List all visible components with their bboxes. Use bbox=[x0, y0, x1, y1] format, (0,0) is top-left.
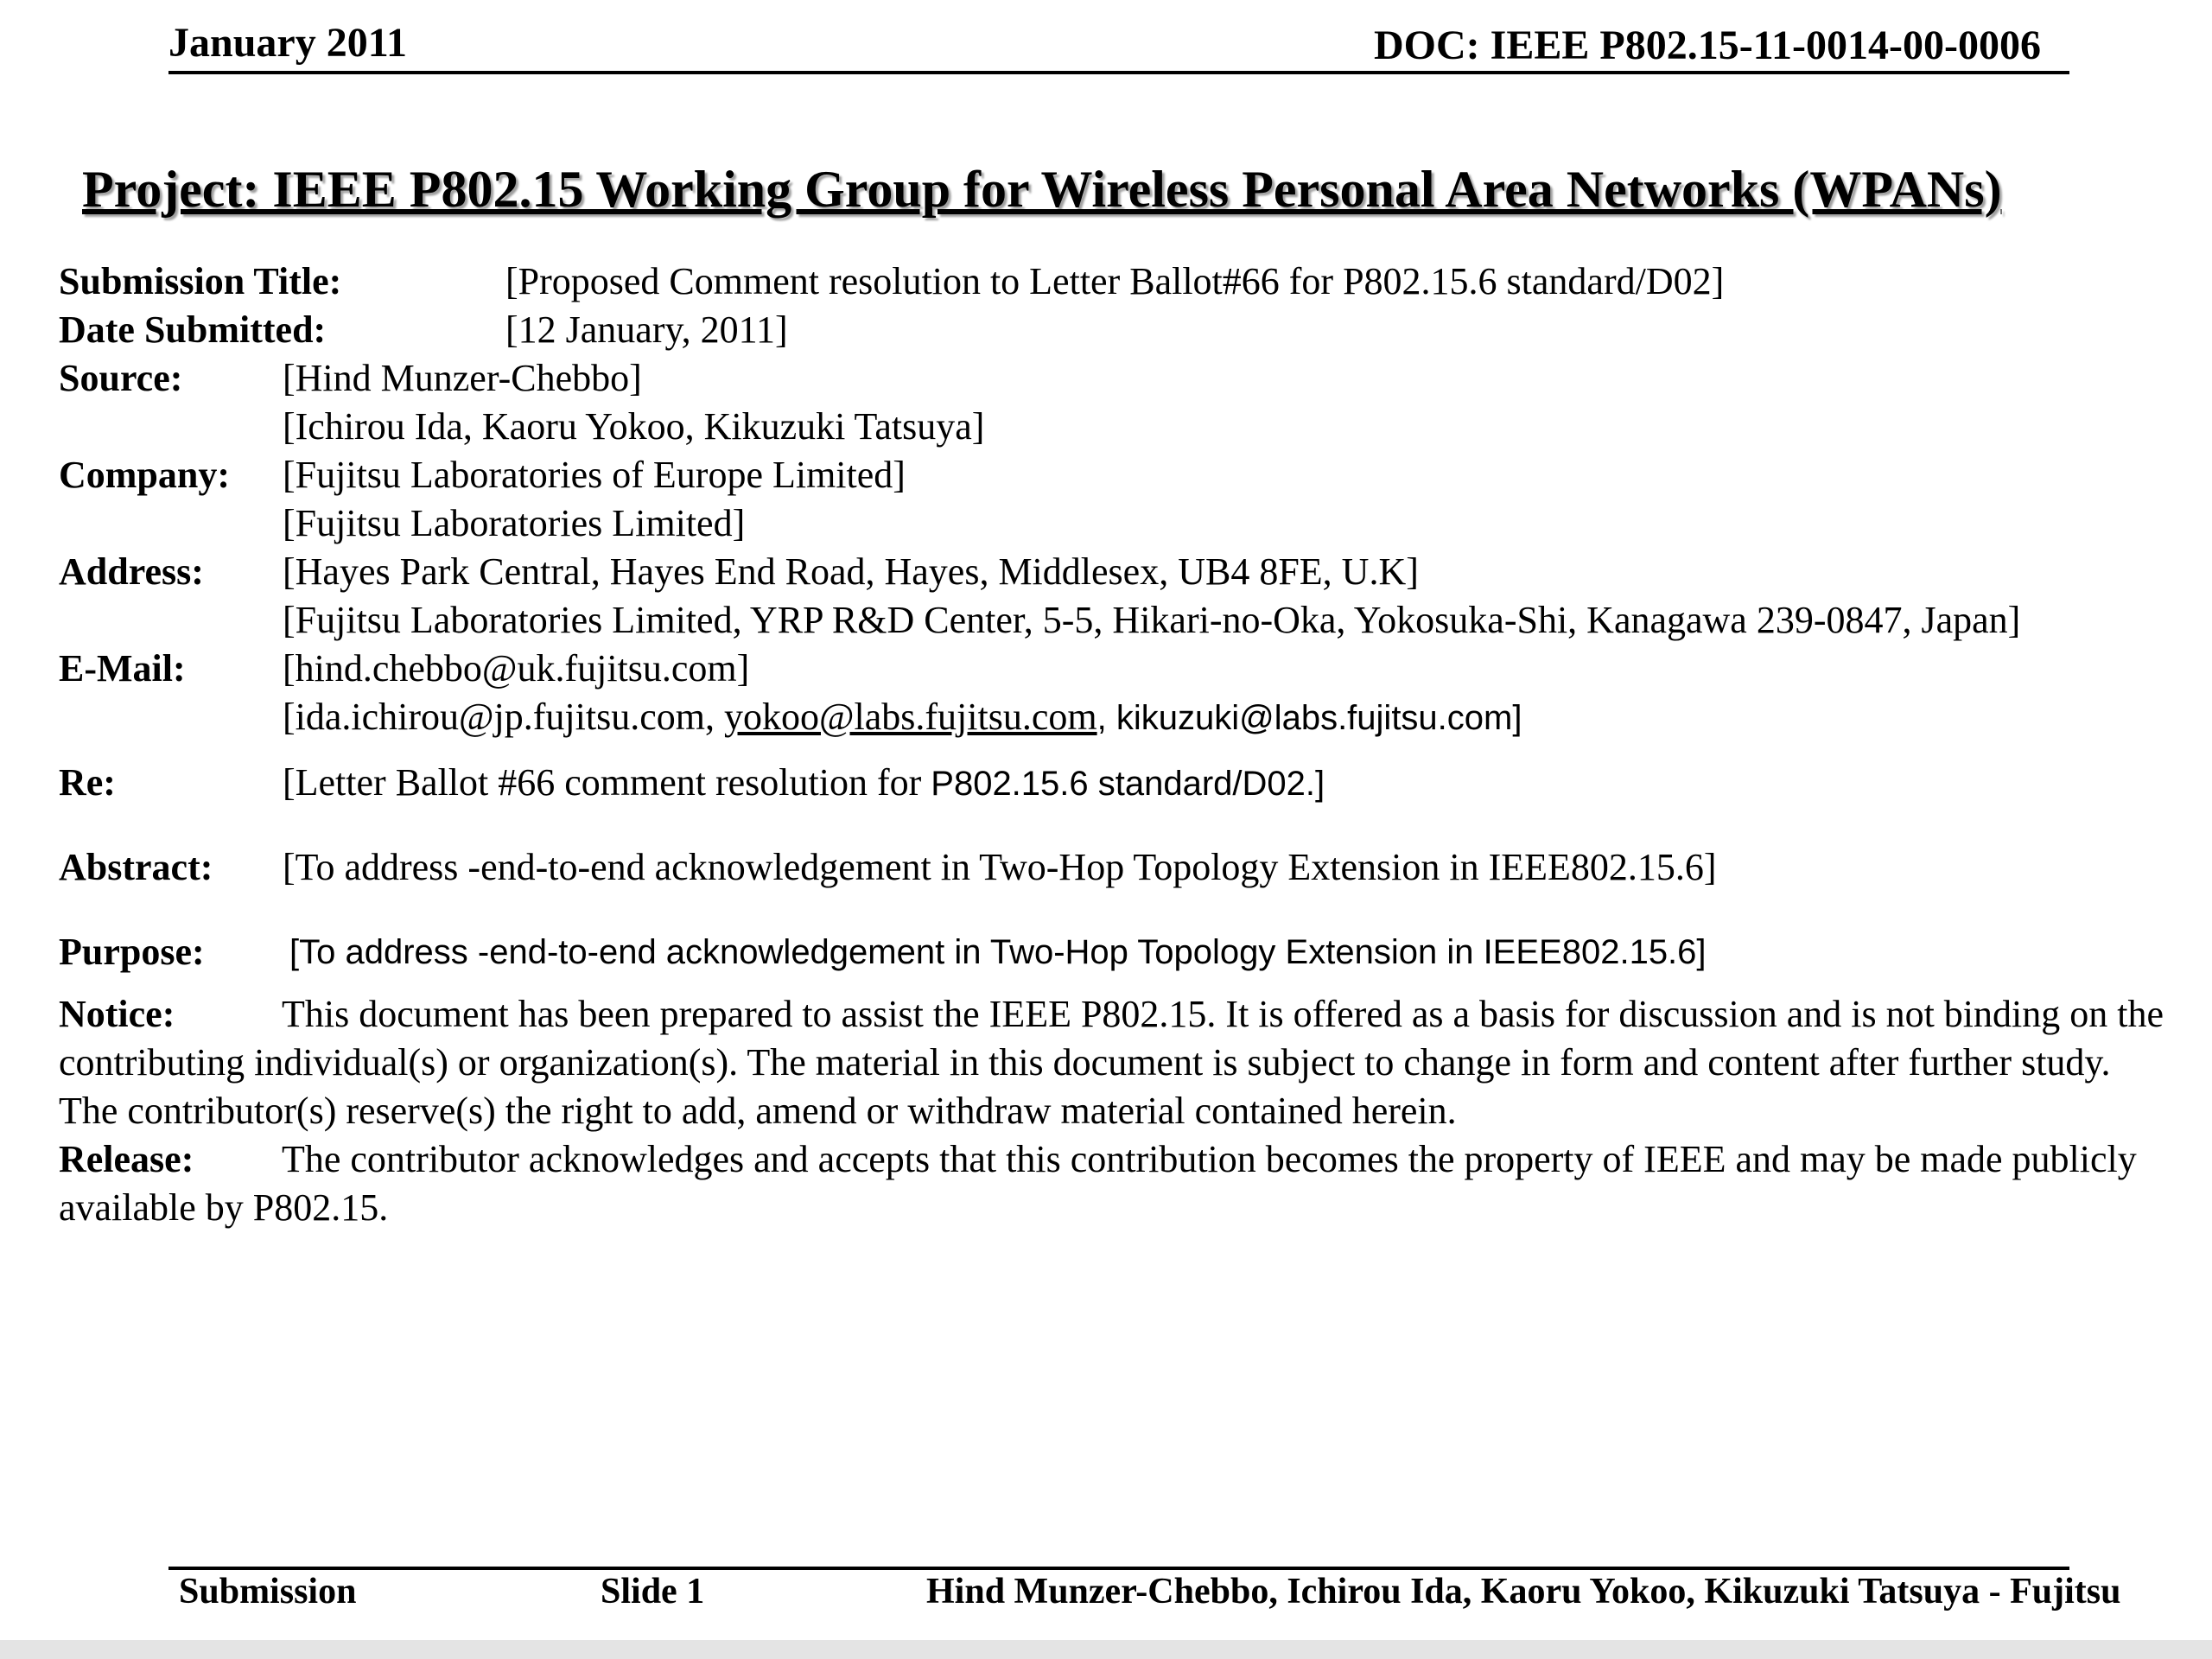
project-title: Project: IEEE P802.15 Working Group for Wireless Personal Area Networks (WPANs) bbox=[82, 161, 2002, 218]
bottom-band bbox=[0, 1640, 2212, 1659]
abstract-label: Abstract: bbox=[59, 846, 213, 888]
email-value-1: [hind.chebbo@uk.fujitsu.com] bbox=[283, 647, 750, 690]
company-value-1: [Fujitsu Laboratories of Europe Limited] bbox=[283, 454, 906, 496]
header-doc-id: DOC: IEEE P802.15-11-0014-00-0006 bbox=[1374, 22, 2041, 68]
notice-label: Notice: bbox=[59, 993, 175, 1035]
re-text: P802.15.6 standard/D02.] bbox=[931, 765, 1325, 803]
email-link[interactable]: yokoo@labs.fujitsu.com bbox=[723, 696, 1097, 738]
source-value-2: [Ichirou Ida, Kaoru Yokoo, Kikuzuki Tatsuya] bbox=[283, 405, 985, 448]
submission-title-value: [Proposed Comment resolution to Letter Ballot#66 for P802.15.6 standard/D02] bbox=[505, 260, 1725, 302]
date-submitted-value: [12 January, 2011] bbox=[505, 308, 788, 351]
release-text: The contributor acknowledges and accepts that this contribution becomes the property of IEEE and may be made publicly available by P802.15. bbox=[59, 1138, 2137, 1229]
source-label: Source: bbox=[59, 357, 183, 399]
notice-text: This document has been prepared to assist the IEEE P802.15. It is offered as a basis for discussion and is not binding on the contributing individual(s) or organization(s). The material in this document is subject to change in form and content after further study. The contributor(s) reserve(s) the right to add, amend or withdraw material contained herein. bbox=[59, 993, 2164, 1132]
re-text: [Letter Ballot #66 comment resolution for bbox=[283, 761, 931, 804]
footer-authors: Hind Munzer-Chebbo, Ichirou Ida, Kaoru Yokoo, Kikuzuki Tatsuya - Fujitsu bbox=[926, 1572, 2121, 1611]
company-value-2: [Fujitsu Laboratories Limited] bbox=[283, 502, 746, 544]
email-text: , kikuzuki@labs.fujitsu.com] bbox=[1096, 699, 1522, 737]
notice-paragraph bbox=[59, 990, 2167, 1135]
footer-divider bbox=[168, 1567, 2069, 1570]
company-label: Company: bbox=[59, 454, 231, 496]
release-paragraph bbox=[59, 1135, 2167, 1232]
source-value-1: [Hind Munzer-Chebbo] bbox=[283, 357, 642, 399]
purpose-value: [To address -end-to-end acknowledgement in Two-Hop Topology Extension in IEEE802.15.6] bbox=[289, 933, 1707, 971]
date-submitted-label: Date Submitted: bbox=[59, 308, 327, 351]
address-value-1: [Hayes Park Central, Hayes End Road, Hayes, Middlesex, UB4 8FE, U.K] bbox=[283, 550, 1419, 593]
re-value bbox=[283, 759, 1325, 808]
abstract-value: [To address -end-to-end acknowledgement in Two-Hop Topology Extension in IEEE802.15.6] bbox=[283, 846, 1717, 888]
address-value-2: [Fujitsu Laboratories Limited, YRP R&D Center, 5-5, Hikari-no-Oka, Yokosuka-Shi, Kanagawa 239-0847, Japan] bbox=[283, 599, 2021, 641]
purpose-label: Purpose: bbox=[59, 931, 205, 973]
header-divider bbox=[168, 71, 2069, 74]
footer-slide-number: Slide 1 bbox=[601, 1572, 705, 1611]
email-text: [ida.ichirou@jp.fujitsu.com, bbox=[283, 696, 724, 738]
email-value-2 bbox=[283, 693, 1522, 742]
submission-title-label: Submission Title: bbox=[59, 260, 342, 302]
release-label: Release: bbox=[59, 1138, 194, 1180]
header-date: January 2011 bbox=[168, 20, 408, 66]
re-label: Re: bbox=[59, 761, 116, 804]
email-label: E-Mail: bbox=[59, 647, 186, 690]
address-label: Address: bbox=[59, 550, 204, 593]
footer-submission: Submission bbox=[179, 1572, 357, 1611]
